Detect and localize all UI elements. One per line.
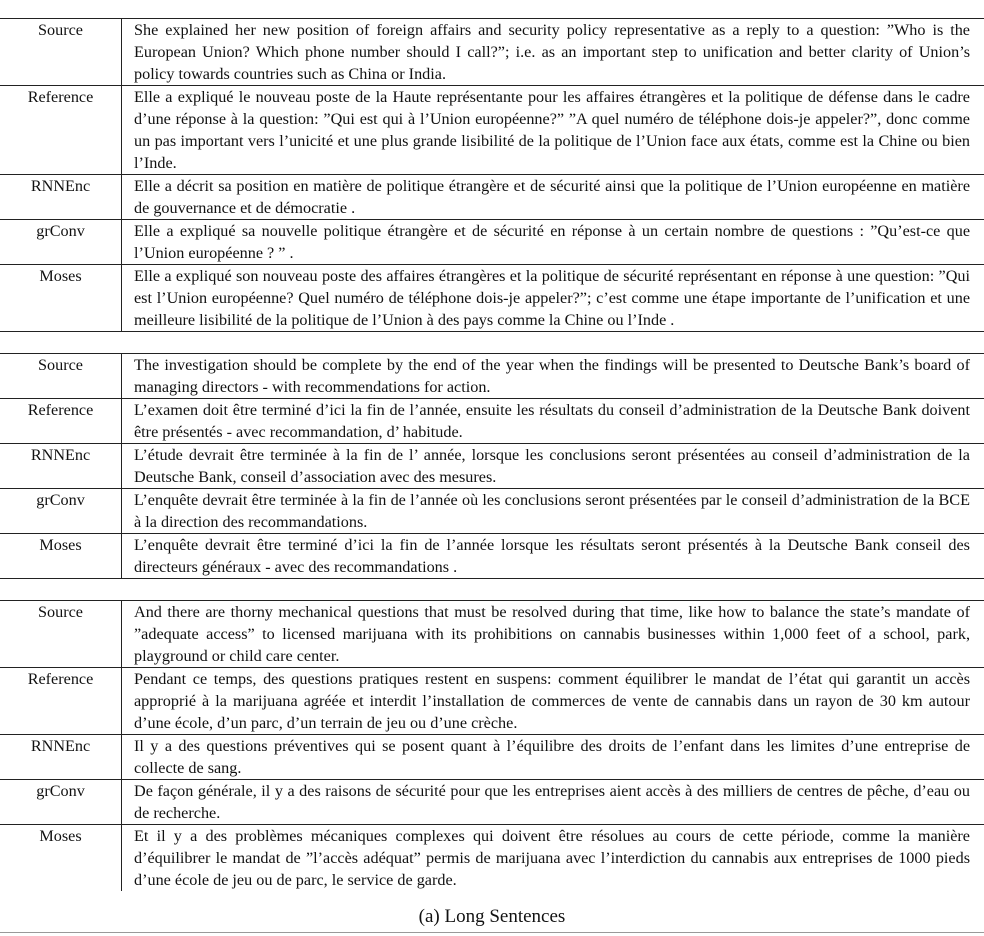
row-text: Elle a expliqué sa nouvelle politique étrangère et de sécurité en réponse à un certain nombre de questions : ”Qu’est-ce que l’Union européenne ? ” .: [134, 222, 970, 262]
row-label: RNNEnc: [0, 735, 122, 779]
row-text: L’examen doit être terminé d’ici la fin de l’année, ensuite les résultats du conseil d’administration de la Deutsche Bank doivent être présentés - avec recommandation, d’ habitude.: [134, 401, 970, 441]
row-text: And there are thorny mechanical questions that must be resolved during that time, like how to balance the state’s mandate of ”adequate access” to licensed marijuana with its prohibitions on cannabis businesses within 1,000 feet of a school, park, playground or child care center.: [134, 603, 970, 665]
row-text: She explained her new position of foreign affairs and security policy representative as a reply to a question: ”Who is the European Union? Which phone number should I call?”; i.e. as an important step to unification and better clarity of Union’s policy towards countries such as China or India.: [134, 21, 970, 83]
table-row: [0, 489, 984, 534]
table-row: [0, 265, 984, 332]
row-text: Il y a des questions préventives qui se posent quant à l’équilibre des droits de l’enfant dans les limites d’une entreprise de collecte de sang.: [134, 737, 970, 777]
row-label: RNNEnc: [0, 175, 122, 219]
table-row: [0, 444, 984, 489]
row-label: grConv: [0, 489, 122, 533]
row-label: grConv: [0, 780, 122, 824]
table-row: [0, 780, 984, 825]
row-text: Et il y a des problèmes mécaniques complexes qui doivent être résolues au cours de cette période, comme la manière d’équilibrer le mandat de ”l’accès adéquat” permis de marijuana avec l’interdiction du cannabis aux entreprises de 1000 pieds d’une école de jeu ou de parc, le service de garde.: [134, 827, 970, 889]
row-text: Pendant ce temps, des questions pratiques restent en suspens: comment équilibrer le mandat de l’état qui garantit un accès approprié à la marijuana agréée et interdit l’installation de commerces de vente de cannabis dans un rayon de 30 km autour d’une école, d’un parc, d’un terrain de jeu ou d’une crèche.: [134, 670, 970, 732]
table-row: [0, 399, 984, 444]
block-separator: [0, 579, 984, 600]
table-row: [0, 18, 984, 86]
table-row: [0, 600, 984, 668]
translation-examples-table: [0, 18, 984, 891]
row-text: Elle a décrit sa position en matière de politique étrangère et de sécurité ainsi que la politique de l’Union européenne en matière de gouvernance et de démocratie .: [134, 177, 970, 217]
row-label: Moses: [0, 265, 122, 331]
row-text: Elle a expliqué le nouveau poste de la Haute représentante pour les affaires étrangères et la politique de défense dans le cadre d’une réponse à la question: ”Qui est qui à l’Union européenne?” ”A quel numéro de téléphone dois-je appeler?”, donc comme un pas important vers l’unicité et une plus grande lisibilité de la politique de l’Union face aux états, comme est la Chine ou bien l’Inde.: [134, 88, 970, 172]
row-label: Reference: [0, 668, 122, 734]
row-text: The investigation should be complete by the end of the year when the findings will be presented to Deutsche Bank’s board of managing directors - with recommendations for action.: [134, 356, 970, 396]
table-row: [0, 534, 984, 579]
bottom-rule: [0, 932, 984, 933]
row-label: Reference: [0, 399, 122, 443]
row-label: Reference: [0, 86, 122, 174]
table-row: [0, 825, 984, 891]
row-label: grConv: [0, 220, 122, 264]
example-block-3: [0, 600, 984, 891]
row-label: RNNEnc: [0, 444, 122, 488]
table-row: [0, 220, 984, 265]
row-text: L’étude devrait être terminée à la fin de l’ année, lorsque les conclusions seront présentées au conseil d’administration de la Deutsche Bank, conseil d’association avec des mesures.: [134, 446, 970, 486]
table-row: [0, 353, 984, 399]
table-row: [0, 668, 984, 735]
row-text: De façon générale, il y a des raisons de sécurité pour que les entreprises aient accès à des milliers de centres de pêche, d’eau ou de recherche.: [134, 782, 970, 822]
row-label: Moses: [0, 534, 122, 578]
row-label: Source: [0, 601, 122, 667]
block-separator: [0, 332, 984, 353]
example-block-2: [0, 353, 984, 579]
table-row: [0, 175, 984, 220]
row-label: Source: [0, 19, 122, 85]
row-text: L’enquête devrait être terminé d’ici la fin de l’année lorsque les résultats seront présentés à la Deutsche Bank conseil des directeurs généraux - avec des recommandations .: [134, 536, 970, 576]
table-row: [0, 86, 984, 175]
row-text: Elle a expliqué son nouveau poste des affaires étrangères et la politique de sécurité représentant en réponse à une question: ”Qui est l’Union européenne? Quel numéro de téléphone dois-je appeler?”; c’est comme une étape importante de l’unification et une meilleure lisibilité de la politique de l’Union à des pays comme la Chine ou l’Inde .: [134, 267, 970, 329]
table-caption: (a) Long Sentences: [418, 906, 566, 927]
row-label: Moses: [0, 825, 122, 891]
example-block-1: [0, 18, 984, 332]
row-text: L’enquête devrait être terminée à la fin de l’année où les conclusions seront présentées par le conseil d’administration de la BCE à la direction des recommandations.: [134, 491, 970, 531]
row-label: Source: [0, 354, 122, 398]
table-row: [0, 735, 984, 780]
